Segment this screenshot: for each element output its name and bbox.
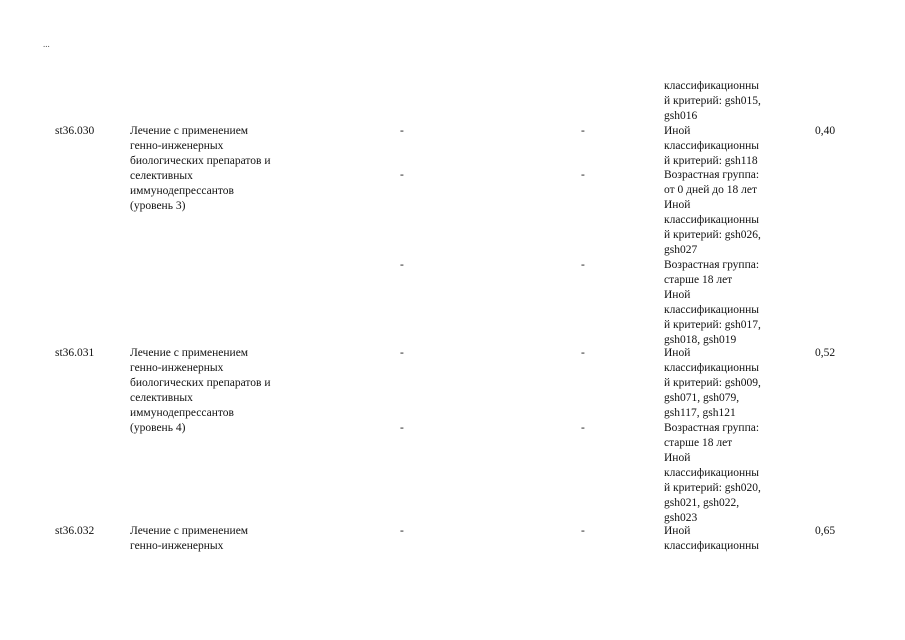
row-name: Лечение с применением генно-инженерных биологических препаратов и селективных иммунодепрессантов (уровень 4) <box>130 347 271 434</box>
page-mark: ... <box>43 39 50 49</box>
criteria-cell: Возрастная группа: от 0 дней до 18 лет Иной классификационны й критерий: gsh026, gsh027 <box>664 169 761 256</box>
row-code: st36.031 <box>55 347 95 359</box>
dash-cell: - <box>581 259 585 271</box>
dash-cell: - <box>400 422 404 434</box>
dash-cell: - <box>400 259 404 271</box>
row-name: Лечение с применением генно-инженерных <box>130 525 249 552</box>
row-name: Лечение с применением генно-инженерных биологических препаратов и селективных иммунодепрессантов (уровень 3) <box>130 125 271 212</box>
dash-cell: - <box>581 347 585 359</box>
dash-cell: - <box>581 422 585 434</box>
criteria-cell: Возрастная группа: старше 18 лет Иной классификационны й критерий: gsh017, gsh018, gsh019 <box>664 259 761 346</box>
dash-cell: - <box>581 169 585 181</box>
dash-cell: - <box>581 125 585 137</box>
row-coefficient: 0,65 <box>815 525 836 537</box>
criteria-cell: Возрастная группа: старше 18 лет Иной классификационны й критерий: gsh020, gsh021, gsh022, gsh023 <box>664 422 761 524</box>
dash-cell: - <box>400 347 404 359</box>
row-code: st36.030 <box>55 125 95 137</box>
dash-cell: - <box>400 125 404 137</box>
row-coefficient: 0,52 <box>815 347 836 359</box>
criteria-cell: Иной классификационны й критерий: gsh009, gsh071, gsh079, gsh117, gsh121 <box>664 347 761 419</box>
criteria-cell: Иной классификационны й критерий: gsh118 <box>664 125 760 167</box>
criteria-cell: Иной классификационны <box>664 525 760 552</box>
criteria-cell: классификационны й критерий: gsh015, gsh016 <box>664 80 761 122</box>
dash-cell: - <box>400 525 404 537</box>
dash-cell: - <box>400 169 404 181</box>
row-code: st36.032 <box>55 525 95 537</box>
row-coefficient: 0,40 <box>815 125 836 137</box>
dash-cell: - <box>581 525 585 537</box>
